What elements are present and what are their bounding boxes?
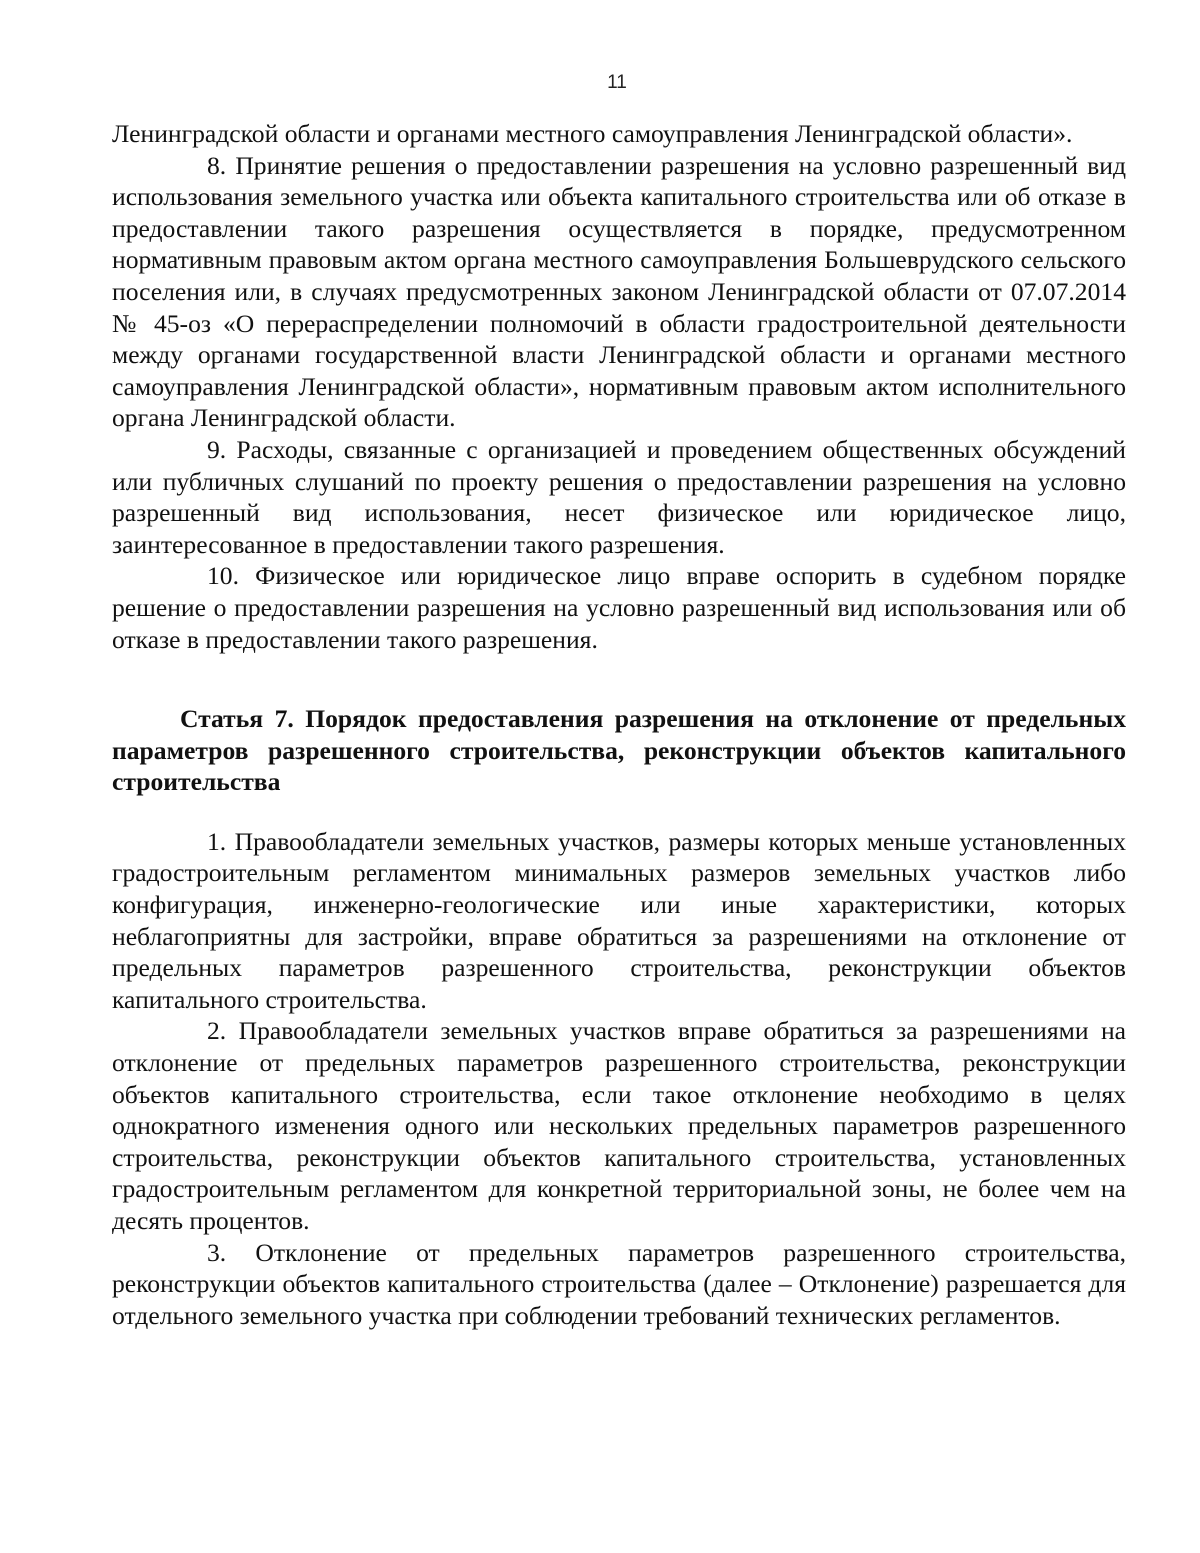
document-body <box>112 118 1126 1331</box>
article-7-paragraph-1: 1. Правообладатели земельных участков, размеры которых меньше установленных градостроительным регламентом минимальных размеров земельных участков либо конфигурация, инженерно-геологические или иные характеристики, которых неблагоприятны для застройки, вправе обратиться за разрешениями на отклонение от предельных параметров разрешенного строительства, реконструкции объектов капитального строительства. <box>112 826 1126 1014</box>
paragraph-9: 9. Расходы, связанные с организацией и проведением общественных обсуждений или публичных слушаний по проекту решения о предоставлении разрешения на условно разрешенный вид использования, несет физическое или юридическое лицо, заинтересованное в предоставлении такого разрешения. <box>112 434 1126 559</box>
paragraph-continuation: Ленинградской области и органами местного самоуправления Ленинградской области». <box>112 119 1073 148</box>
article-7-paragraph-2: 2. Правообладатели земельных участков вправе обратиться за разрешениями на отклонение от предельных параметров разрешенного строительства, реконструкции объектов капитального строительства, если такое отклонение необходимо в целях однократного изменения одного или нескольких предельных параметров разрешенного строительства, реконструкции объектов капитального строительства, установленных градостроительным регламентом для конкретной территориальной зоны, не более чем на десять процентов. <box>112 1016 1126 1235</box>
article-7-heading: Статья 7. Порядок предоставления разрешения на отклонение от предельных параметров разрешенного строительства, реконструкции объектов капитального строительства <box>112 704 1126 797</box>
paragraph-10: 10. Физическое или юридическое лицо вправе оспорить в судебном порядке решение о предоставлении разрешения на условно разрешенный вид использования или об отказе в предоставлении такого разрешения. <box>112 561 1126 654</box>
page-number: 11 <box>607 72 627 93</box>
paragraph-8: 8. Принятие решения о предоставлении разрешения на условно разрешенный вид использования земельного участка или объекта капитального строительства или об отказе в предоставлении такого разрешения осуществляется в порядке, предусмотренном нормативным правовым актом органа местного самоуправления Большеврудского сельского поселения или, в случаях предусмотренных законом Ленинградской области от 07.07.2014 № 45-оз «О перераспределении полномочий в области градостроительной деятельности между органами государственной власти Ленинградской области и органами местного самоуправления Ленинградской области», нормативным правовым актом исполнительного органа Ленинградской области. <box>112 150 1126 433</box>
article-7-paragraph-3: 3. Отклонение от предельных параметров разрешенного строительства, реконструкции объектов капитального строительства (далее – Отклонение) разрешается для отдельного земельного участка при соблюдении требований технических регламентов. <box>112 1237 1126 1330</box>
